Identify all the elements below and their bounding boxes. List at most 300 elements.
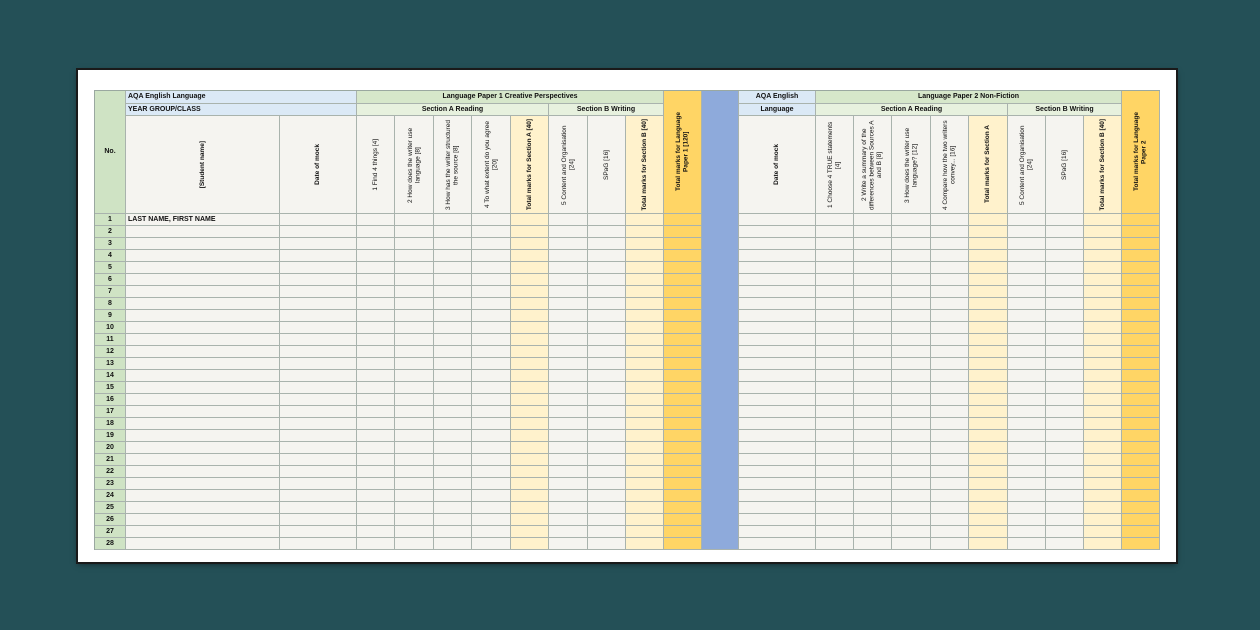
table-cell[interactable] [931, 346, 969, 358]
table-cell[interactable] [511, 406, 549, 418]
table-cell[interactable] [588, 226, 626, 238]
table-cell[interactable] [549, 250, 588, 262]
table-cell[interactable] [549, 286, 588, 298]
table-cell[interactable] [1008, 538, 1046, 550]
table-cell[interactable] [1122, 454, 1160, 466]
table-cell[interactable] [739, 262, 816, 274]
table-cell[interactable] [472, 238, 511, 250]
table-cell[interactable] [892, 214, 931, 226]
table-cell[interactable] [549, 406, 588, 418]
table-cell[interactable] [1046, 490, 1084, 502]
table-cell[interactable] [280, 454, 357, 466]
paper2-q3-header[interactable]: 3 How does the writer use language? [12] [892, 116, 931, 214]
table-cell[interactable] [1008, 226, 1046, 238]
table-cell[interactable] [969, 394, 1008, 406]
table-cell[interactable] [511, 430, 549, 442]
table-cell[interactable] [816, 370, 854, 382]
table-cell[interactable] [816, 466, 854, 478]
table-cell[interactable] [626, 322, 664, 334]
table-cell[interactable] [626, 406, 664, 418]
paper1-q2-header[interactable]: 2 How does the writer use language [8] [395, 116, 434, 214]
table-cell[interactable] [739, 370, 816, 382]
table-cell[interactable] [126, 538, 280, 550]
table-cell[interactable] [126, 430, 280, 442]
table-cell[interactable] [549, 274, 588, 286]
table-cell[interactable] [969, 430, 1008, 442]
table-cell[interactable] [931, 526, 969, 538]
table-cell[interactable] [854, 538, 892, 550]
table-cell[interactable] [588, 322, 626, 334]
table-cell[interactable] [816, 334, 854, 346]
table-cell[interactable] [434, 430, 472, 442]
table-cell[interactable] [588, 286, 626, 298]
table-cell[interactable] [664, 478, 702, 490]
table-cell[interactable] [126, 274, 280, 286]
table-cell[interactable] [892, 298, 931, 310]
table-cell[interactable] [280, 514, 357, 526]
table-cell[interactable] [892, 442, 931, 454]
table-cell[interactable] [395, 406, 434, 418]
table-cell[interactable] [739, 358, 816, 370]
table-cell[interactable] [126, 454, 280, 466]
table-cell[interactable] [357, 250, 395, 262]
table-cell[interactable] [1122, 478, 1160, 490]
table-cell[interactable] [434, 214, 472, 226]
table-cell[interactable] [1008, 346, 1046, 358]
table-cell[interactable] [472, 334, 511, 346]
table-cell[interactable] [1046, 442, 1084, 454]
table-cell[interactable] [892, 274, 931, 286]
paper2-q2-header[interactable]: 2 Write a summary of the differences between Sources A and B [8] [854, 116, 892, 214]
table-cell[interactable] [549, 238, 588, 250]
table-cell[interactable] [1084, 538, 1122, 550]
table-cell[interactable] [126, 406, 280, 418]
table-cell[interactable] [549, 430, 588, 442]
table-cell[interactable] [626, 214, 664, 226]
table-cell[interactable] [892, 310, 931, 322]
table-cell[interactable] [434, 298, 472, 310]
table-cell[interactable] [1008, 370, 1046, 382]
table-cell[interactable] [1008, 526, 1046, 538]
table-cell[interactable] [1122, 418, 1160, 430]
table-cell[interactable] [511, 322, 549, 334]
table-cell[interactable] [854, 478, 892, 490]
table-cell[interactable] [1008, 286, 1046, 298]
table-cell[interactable] [739, 346, 816, 358]
table-cell[interactable] [511, 250, 549, 262]
table-cell[interactable] [357, 538, 395, 550]
table-cell[interactable] [854, 346, 892, 358]
table-cell[interactable] [588, 394, 626, 406]
table-cell[interactable] [588, 418, 626, 430]
table-cell[interactable] [626, 310, 664, 322]
table-cell[interactable] [588, 526, 626, 538]
table-cell[interactable] [931, 382, 969, 394]
table-cell[interactable] [739, 406, 816, 418]
table-cell[interactable] [1122, 538, 1160, 550]
table-cell[interactable] [511, 478, 549, 490]
table-cell[interactable] [626, 442, 664, 454]
table-cell[interactable] [664, 406, 702, 418]
table-cell[interactable] [472, 526, 511, 538]
table-cell[interactable] [511, 442, 549, 454]
table-cell[interactable] [511, 394, 549, 406]
table-cell[interactable] [816, 526, 854, 538]
table-cell[interactable] [816, 310, 854, 322]
table-cell[interactable] [664, 214, 702, 226]
table-cell[interactable] [1008, 358, 1046, 370]
table-cell[interactable] [126, 346, 280, 358]
table-cell[interactable] [280, 418, 357, 430]
table-cell[interactable] [549, 310, 588, 322]
table-cell[interactable] [739, 514, 816, 526]
table-cell[interactable] [549, 502, 588, 514]
table-cell[interactable] [739, 442, 816, 454]
table-cell[interactable] [472, 514, 511, 526]
table-cell[interactable] [626, 334, 664, 346]
table-cell[interactable] [1008, 214, 1046, 226]
table-cell[interactable] [626, 226, 664, 238]
table-cell[interactable] [664, 502, 702, 514]
table-cell[interactable] [588, 214, 626, 226]
table-cell[interactable] [626, 274, 664, 286]
table-cell[interactable] [816, 514, 854, 526]
table-cell[interactable] [664, 382, 702, 394]
table-cell[interactable] [816, 214, 854, 226]
table-cell[interactable] [1046, 502, 1084, 514]
table-cell[interactable] [434, 238, 472, 250]
table-cell[interactable] [854, 334, 892, 346]
table-cell[interactable] [626, 286, 664, 298]
table-cell[interactable] [1122, 226, 1160, 238]
table-cell[interactable] [588, 502, 626, 514]
paper1-total-header[interactable]: Total marks for Language Paper 1 [120] [664, 91, 702, 214]
table-cell[interactable] [395, 238, 434, 250]
table-cell[interactable] [892, 406, 931, 418]
table-cell[interactable] [1084, 418, 1122, 430]
table-cell[interactable] [664, 322, 702, 334]
table-cell[interactable] [626, 526, 664, 538]
table-cell[interactable] [549, 226, 588, 238]
table-cell[interactable] [1046, 394, 1084, 406]
table-cell[interactable] [626, 514, 664, 526]
table-cell[interactable] [969, 322, 1008, 334]
table-cell[interactable] [969, 298, 1008, 310]
table-cell[interactable] [511, 298, 549, 310]
table-cell[interactable] [280, 286, 357, 298]
table-cell[interactable] [816, 406, 854, 418]
table-cell[interactable] [280, 490, 357, 502]
table-cell[interactable] [739, 490, 816, 502]
table-cell[interactable] [472, 442, 511, 454]
table-cell[interactable] [854, 274, 892, 286]
table-cell[interactable] [472, 322, 511, 334]
paper1-q1-header[interactable]: 1 Find 4 things [4] [357, 116, 395, 214]
table-cell[interactable] [664, 538, 702, 550]
table-cell[interactable] [434, 466, 472, 478]
table-cell[interactable] [126, 514, 280, 526]
table-cell[interactable] [892, 454, 931, 466]
table-cell[interactable] [126, 298, 280, 310]
table-cell[interactable] [357, 478, 395, 490]
table-cell[interactable] [395, 454, 434, 466]
table-cell[interactable] [511, 226, 549, 238]
table-cell[interactable] [511, 286, 549, 298]
table-cell[interactable] [511, 370, 549, 382]
table-cell[interactable] [549, 466, 588, 478]
table-cell[interactable] [969, 382, 1008, 394]
table-cell[interactable] [280, 370, 357, 382]
table-cell[interactable] [854, 490, 892, 502]
table-cell[interactable] [1084, 274, 1122, 286]
table-cell[interactable] [664, 346, 702, 358]
table-cell[interactable] [1084, 334, 1122, 346]
table-cell[interactable] [969, 526, 1008, 538]
table-cell[interactable] [588, 238, 626, 250]
table-cell[interactable] [931, 430, 969, 442]
table-cell[interactable] [511, 358, 549, 370]
table-cell[interactable] [472, 286, 511, 298]
table-cell[interactable] [969, 250, 1008, 262]
table-cell[interactable] [1046, 250, 1084, 262]
table-cell[interactable] [511, 490, 549, 502]
table-cell[interactable] [892, 502, 931, 514]
table-cell[interactable] [1084, 226, 1122, 238]
table-cell[interactable] [1046, 346, 1084, 358]
table-cell[interactable] [739, 538, 816, 550]
table-cell[interactable] [126, 310, 280, 322]
table-cell[interactable] [892, 526, 931, 538]
table-cell[interactable] [854, 394, 892, 406]
table-cell[interactable] [664, 226, 702, 238]
table-cell[interactable] [511, 262, 549, 274]
table-cell[interactable] [739, 430, 816, 442]
table-cell[interactable] [472, 262, 511, 274]
table-cell[interactable] [816, 322, 854, 334]
table-cell[interactable] [626, 466, 664, 478]
table-cell[interactable] [395, 466, 434, 478]
table-cell[interactable] [126, 394, 280, 406]
table-cell[interactable] [892, 250, 931, 262]
table-cell[interactable] [395, 298, 434, 310]
table-cell[interactable] [931, 454, 969, 466]
table-cell[interactable] [626, 418, 664, 430]
table-cell[interactable] [1122, 298, 1160, 310]
table-cell[interactable] [126, 238, 280, 250]
table-cell[interactable] [854, 286, 892, 298]
table-cell[interactable] [588, 334, 626, 346]
table-cell[interactable] [472, 406, 511, 418]
table-cell[interactable] [626, 298, 664, 310]
table-cell[interactable] [511, 334, 549, 346]
table-cell[interactable] [854, 310, 892, 322]
table-cell[interactable] [1122, 526, 1160, 538]
table-cell[interactable] [1046, 406, 1084, 418]
table-cell[interactable] [1084, 394, 1122, 406]
table-cell[interactable] [969, 358, 1008, 370]
table-cell[interactable] [1084, 358, 1122, 370]
table-cell[interactable] [126, 466, 280, 478]
table-cell[interactable] [1084, 490, 1122, 502]
table-cell[interactable] [931, 406, 969, 418]
table-cell[interactable] [472, 274, 511, 286]
table-cell[interactable] [588, 310, 626, 322]
table-cell[interactable] [969, 286, 1008, 298]
table-cell[interactable] [854, 526, 892, 538]
table-cell[interactable] [664, 526, 702, 538]
table-cell[interactable] [588, 262, 626, 274]
table-cell[interactable] [395, 346, 434, 358]
table-cell[interactable] [357, 298, 395, 310]
table-cell[interactable] [931, 286, 969, 298]
table-cell[interactable] [739, 334, 816, 346]
table-cell[interactable] [395, 442, 434, 454]
table-cell[interactable] [739, 298, 816, 310]
table-cell[interactable] [357, 454, 395, 466]
table-cell[interactable] [280, 466, 357, 478]
table-cell[interactable] [854, 382, 892, 394]
table-cell[interactable] [626, 502, 664, 514]
table-cell[interactable] [472, 310, 511, 322]
table-cell[interactable] [549, 478, 588, 490]
table-cell[interactable] [357, 490, 395, 502]
table-cell[interactable] [395, 226, 434, 238]
table-cell[interactable] [588, 274, 626, 286]
table-cell[interactable] [395, 370, 434, 382]
paper2-date-header[interactable]: Date of mock [739, 116, 816, 214]
paper2-q4-header[interactable]: 4 Compare how the two writers convey... [16] [931, 116, 969, 214]
table-cell[interactable] [1084, 310, 1122, 322]
table-cell[interactable] [1084, 250, 1122, 262]
table-cell[interactable] [1046, 382, 1084, 394]
table-cell[interactable] [1008, 310, 1046, 322]
table-cell[interactable] [931, 490, 969, 502]
table-cell[interactable] [472, 430, 511, 442]
table-cell[interactable] [854, 262, 892, 274]
table-cell[interactable] [816, 490, 854, 502]
table-cell[interactable] [434, 406, 472, 418]
table-cell[interactable] [588, 430, 626, 442]
table-cell[interactable] [472, 502, 511, 514]
table-cell[interactable] [854, 238, 892, 250]
table-cell[interactable] [1122, 346, 1160, 358]
table-cell[interactable] [1084, 514, 1122, 526]
table-cell[interactable] [280, 274, 357, 286]
table-cell[interactable] [472, 490, 511, 502]
table-cell[interactable] [395, 538, 434, 550]
table-cell[interactable] [126, 502, 280, 514]
table-cell[interactable] [854, 442, 892, 454]
table-cell[interactable] [626, 370, 664, 382]
table-cell[interactable] [1046, 430, 1084, 442]
table-cell[interactable] [395, 358, 434, 370]
table-cell[interactable] [816, 274, 854, 286]
table-cell[interactable] [511, 238, 549, 250]
table-cell[interactable] [126, 322, 280, 334]
table-cell[interactable] [969, 406, 1008, 418]
table-cell[interactable] [892, 514, 931, 526]
table-cell[interactable] [280, 238, 357, 250]
table-cell[interactable] [739, 502, 816, 514]
table-cell[interactable] [1008, 334, 1046, 346]
table-cell[interactable] [739, 310, 816, 322]
table-cell[interactable] [357, 334, 395, 346]
table-cell[interactable] [1046, 370, 1084, 382]
table-cell[interactable] [511, 214, 549, 226]
paper1-total-a-header[interactable]: Total marks for Section A [40] [511, 116, 549, 214]
table-cell[interactable] [739, 238, 816, 250]
table-cell[interactable] [280, 214, 357, 226]
table-cell[interactable] [1122, 382, 1160, 394]
table-cell[interactable] [931, 370, 969, 382]
table-cell[interactable] [892, 262, 931, 274]
table-cell[interactable] [969, 226, 1008, 238]
table-cell[interactable] [854, 250, 892, 262]
table-cell[interactable] [549, 262, 588, 274]
table-cell[interactable] [126, 226, 280, 238]
table-cell[interactable] [664, 358, 702, 370]
table-cell[interactable] [739, 478, 816, 490]
table-cell[interactable] [434, 286, 472, 298]
table-cell[interactable] [280, 250, 357, 262]
table-cell[interactable] [549, 490, 588, 502]
table-cell[interactable] [1046, 262, 1084, 274]
table-cell[interactable] [1122, 358, 1160, 370]
table-cell[interactable] [1008, 490, 1046, 502]
table-cell[interactable] [126, 358, 280, 370]
table-cell[interactable] [434, 502, 472, 514]
table-cell[interactable] [1122, 238, 1160, 250]
table-cell[interactable] [511, 418, 549, 430]
table-cell[interactable] [664, 262, 702, 274]
table-cell[interactable] [549, 418, 588, 430]
table-cell[interactable] [549, 454, 588, 466]
table-cell[interactable] [816, 442, 854, 454]
table-cell[interactable] [1122, 274, 1160, 286]
table-cell[interactable] [395, 286, 434, 298]
table-cell[interactable] [126, 250, 280, 262]
table-cell[interactable] [1122, 442, 1160, 454]
table-cell[interactable] [931, 442, 969, 454]
table-cell[interactable] [1008, 454, 1046, 466]
paper2-spag-header[interactable]: SPaG [16] [1046, 116, 1084, 214]
table-cell[interactable] [626, 454, 664, 466]
table-cell[interactable] [549, 358, 588, 370]
table-cell[interactable] [472, 298, 511, 310]
table-cell[interactable] [969, 334, 1008, 346]
table-cell[interactable] [280, 382, 357, 394]
table-cell[interactable] [1084, 502, 1122, 514]
table-cell[interactable] [395, 490, 434, 502]
table-cell[interactable] [511, 346, 549, 358]
table-cell[interactable] [434, 334, 472, 346]
table-cell[interactable] [434, 526, 472, 538]
table-cell[interactable] [739, 274, 816, 286]
student-name-cell[interactable]: LAST NAME, FIRST NAME [126, 214, 280, 226]
table-cell[interactable] [357, 418, 395, 430]
table-cell[interactable] [931, 502, 969, 514]
table-cell[interactable] [664, 334, 702, 346]
table-cell[interactable] [931, 298, 969, 310]
table-cell[interactable] [1046, 334, 1084, 346]
table-cell[interactable] [511, 526, 549, 538]
table-cell[interactable] [395, 478, 434, 490]
table-cell[interactable] [126, 334, 280, 346]
table-cell[interactable] [892, 538, 931, 550]
table-cell[interactable] [280, 502, 357, 514]
table-cell[interactable] [395, 322, 434, 334]
table-cell[interactable] [969, 310, 1008, 322]
